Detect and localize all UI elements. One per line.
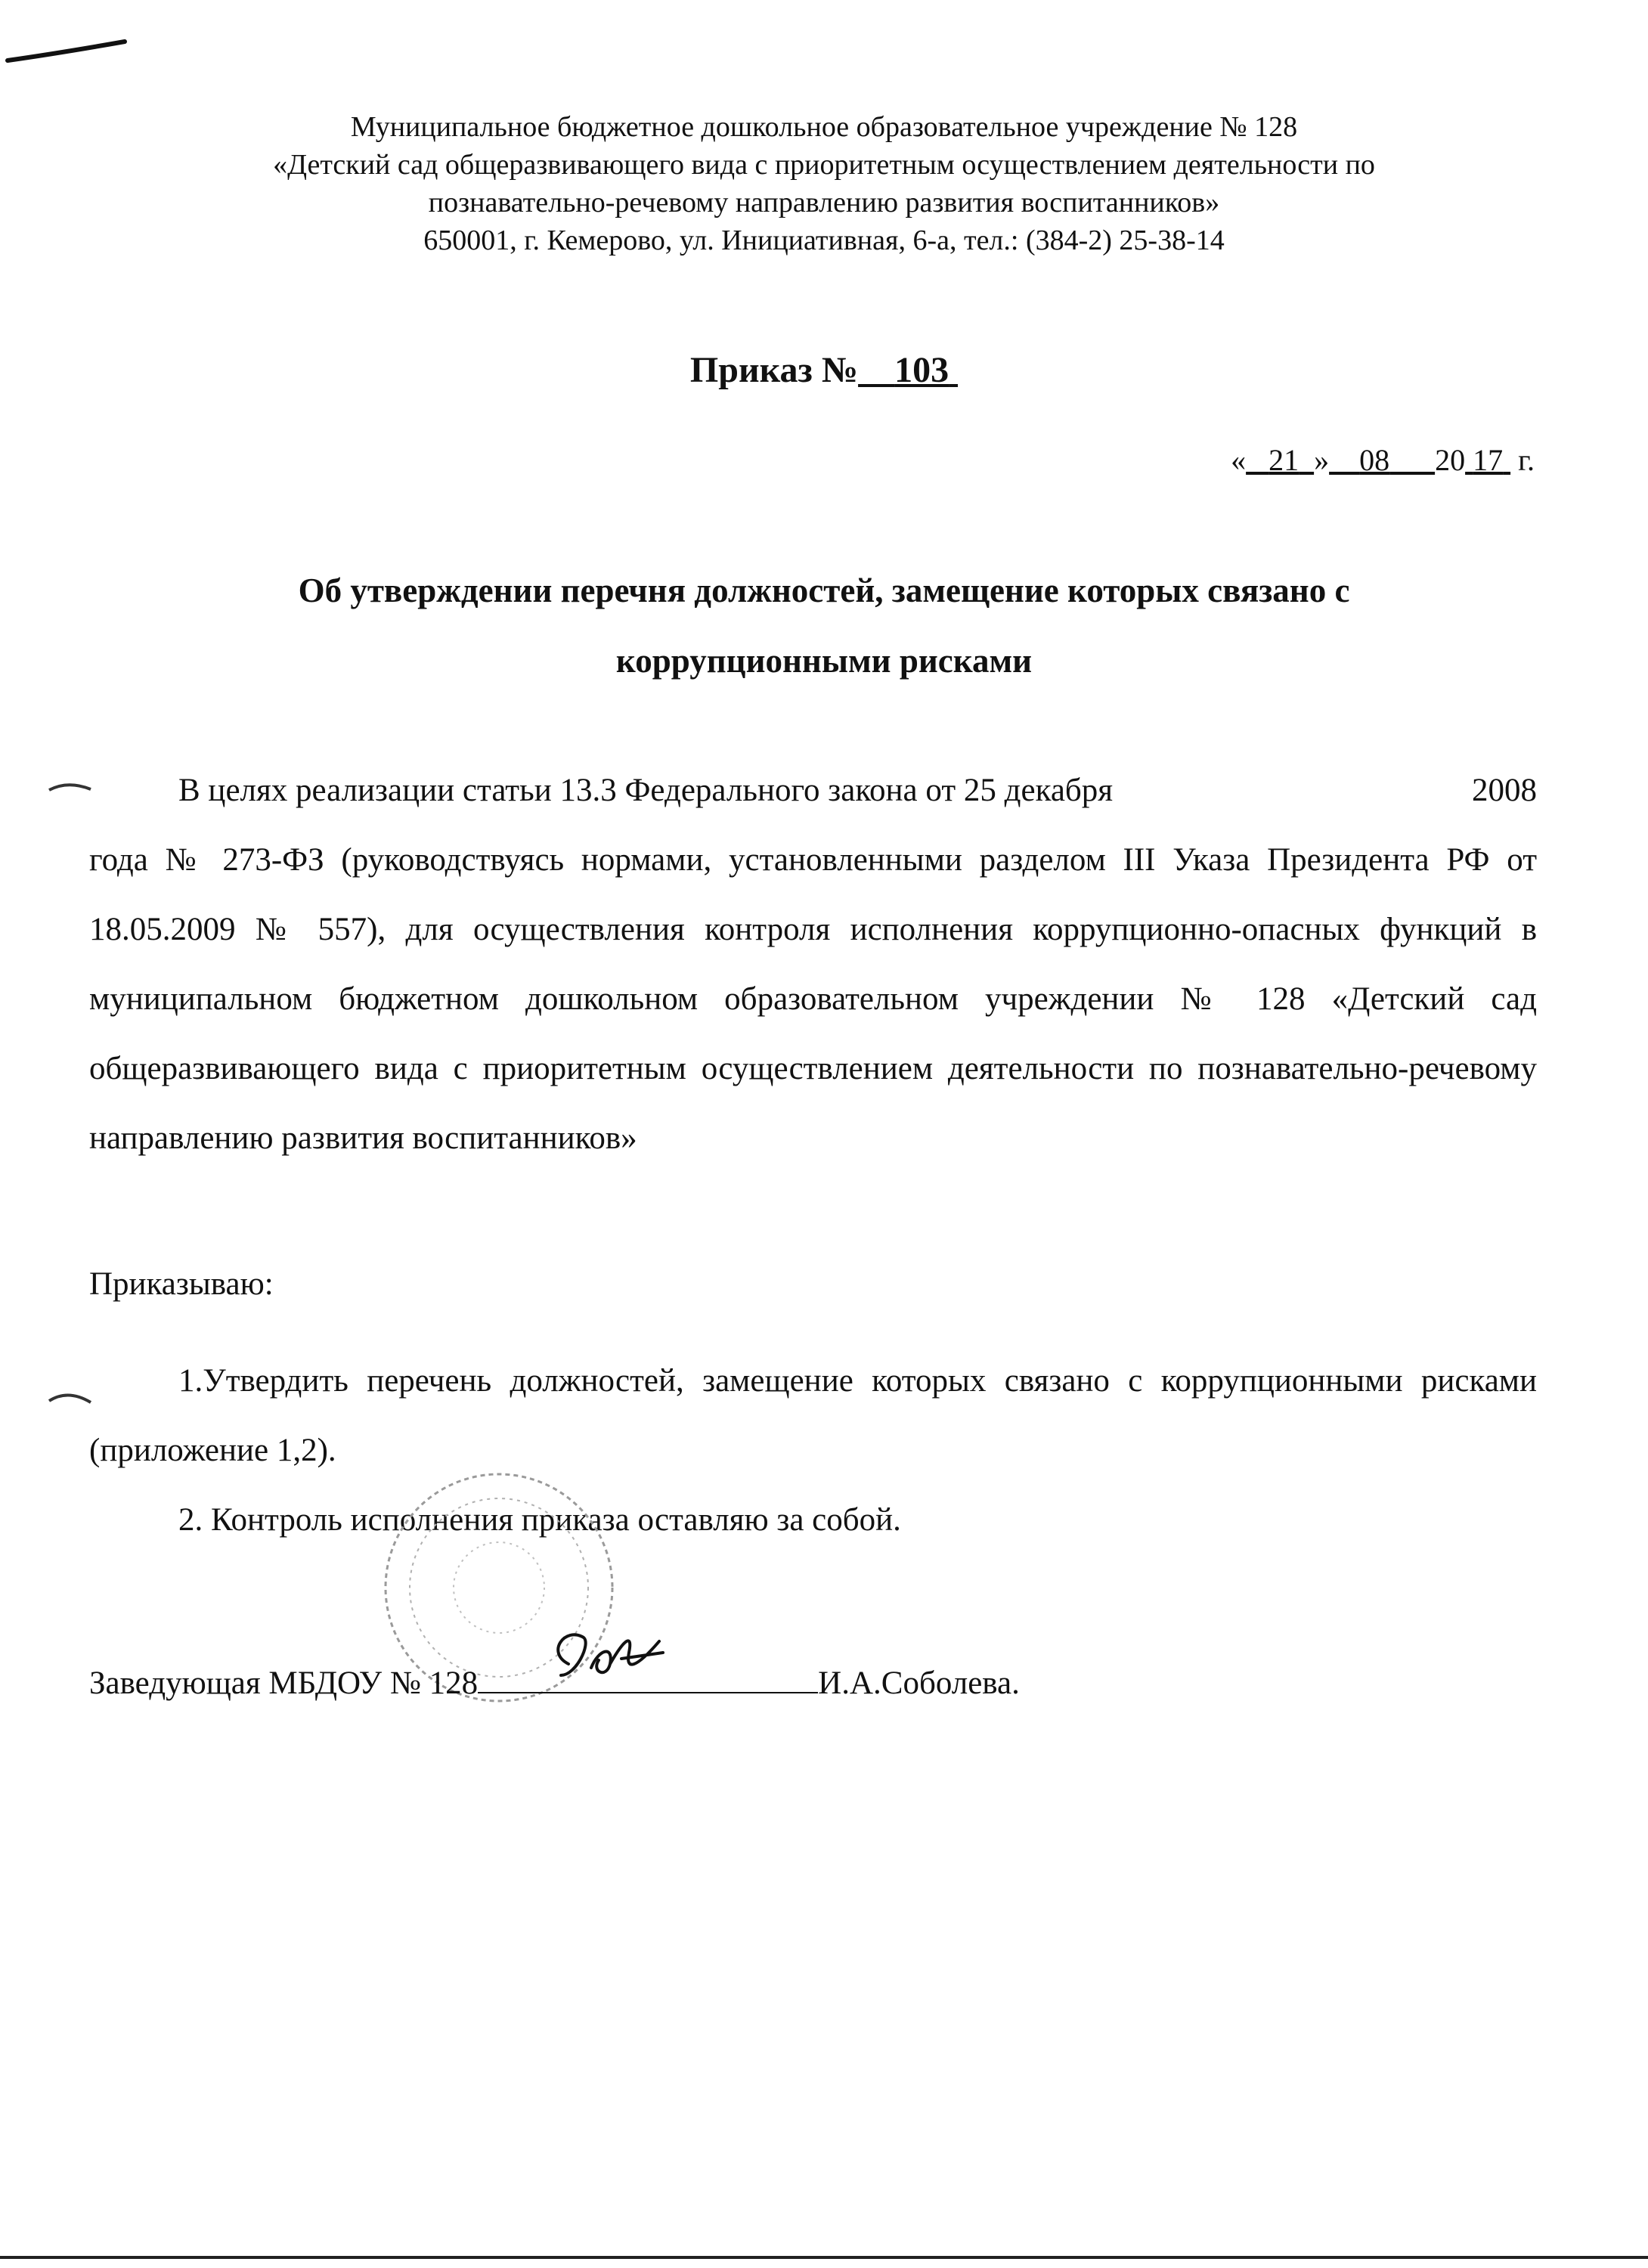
date-year-suffix: 17 bbox=[1473, 443, 1504, 477]
date-close-quote: » bbox=[1314, 443, 1330, 477]
preamble-paragraph bbox=[89, 756, 1537, 1173]
order-item-1: 1.Утвердить перечень должностей, замещение которых связано с коррупционными рисками (приложение 1,2). bbox=[89, 1363, 1537, 1468]
margin-mark bbox=[45, 779, 98, 794]
corner-pen-mark bbox=[0, 34, 151, 79]
signer-name: И.А.Соболева. bbox=[818, 1665, 1020, 1701]
order-subject bbox=[0, 556, 1648, 696]
preamble-rest: года № 273-ФЗ (руководствуясь нормами, установленными разделом III Указа Президента РФ от 18.05.2009 № 557), для осуществления контроля исполнения коррупционно-опасных функций в муниципальном бюджетном дошкольном образовательном учреждении № 128 «Детский сад общеразвивающего вида с приоритетным осуществлением деятельности по познавательно-речевому направлению развития воспитанников» bbox=[89, 842, 1537, 1156]
order-date bbox=[1231, 442, 1535, 478]
order-number: 103 bbox=[894, 350, 949, 390]
date-day: 21 bbox=[1269, 443, 1300, 477]
header-line-3: познавательно-речевому направлению развития воспитанников» bbox=[428, 187, 1220, 218]
signer-position: Заведующая МБДОУ № 128 bbox=[89, 1665, 479, 1701]
handwritten-signature bbox=[538, 1622, 689, 1690]
header-line-1: Муниципальное бюджетное дошкольное образовательное учреждение № 128 bbox=[350, 111, 1298, 143]
scan-bottom-edge bbox=[0, 2256, 1648, 2259]
order-item-2: 2. Контроль исполнения приказа оставляю за собой. bbox=[178, 1502, 901, 1538]
preamble-lead: В целях реализации статьи 13.3 Федерального закона от 25 декабря bbox=[178, 773, 1114, 808]
header-line-4: 650001, г. Кемерово, ул. Инициативная, 6-а, тел.: (384-2) 25-38-14 bbox=[423, 225, 1225, 256]
order-label: Приказ № bbox=[689, 350, 859, 390]
subject-line-2: коррупционными рисками bbox=[615, 642, 1033, 680]
date-month: 08 bbox=[1359, 443, 1390, 477]
orders-word: Приказываю: bbox=[89, 1266, 274, 1302]
signature-block bbox=[89, 1662, 1020, 1702]
subject-line-1: Об утверждении перечня должностей, замещение которых связано с bbox=[298, 572, 1350, 609]
date-open-quote: « bbox=[1231, 443, 1247, 477]
margin-mark bbox=[45, 1387, 98, 1410]
preamble-year: 2008 bbox=[1472, 773, 1537, 808]
date-year-prefix: 20 bbox=[1435, 443, 1466, 477]
institution-header bbox=[0, 108, 1648, 259]
order-items bbox=[89, 1346, 1537, 1555]
header-line-2: «Детский сад общеразвивающего вида с приоритетным осуществлением деятельности по bbox=[273, 149, 1375, 181]
date-year-word: г. bbox=[1518, 443, 1535, 477]
order-title bbox=[0, 349, 1648, 391]
signature-line bbox=[478, 1662, 818, 1693]
